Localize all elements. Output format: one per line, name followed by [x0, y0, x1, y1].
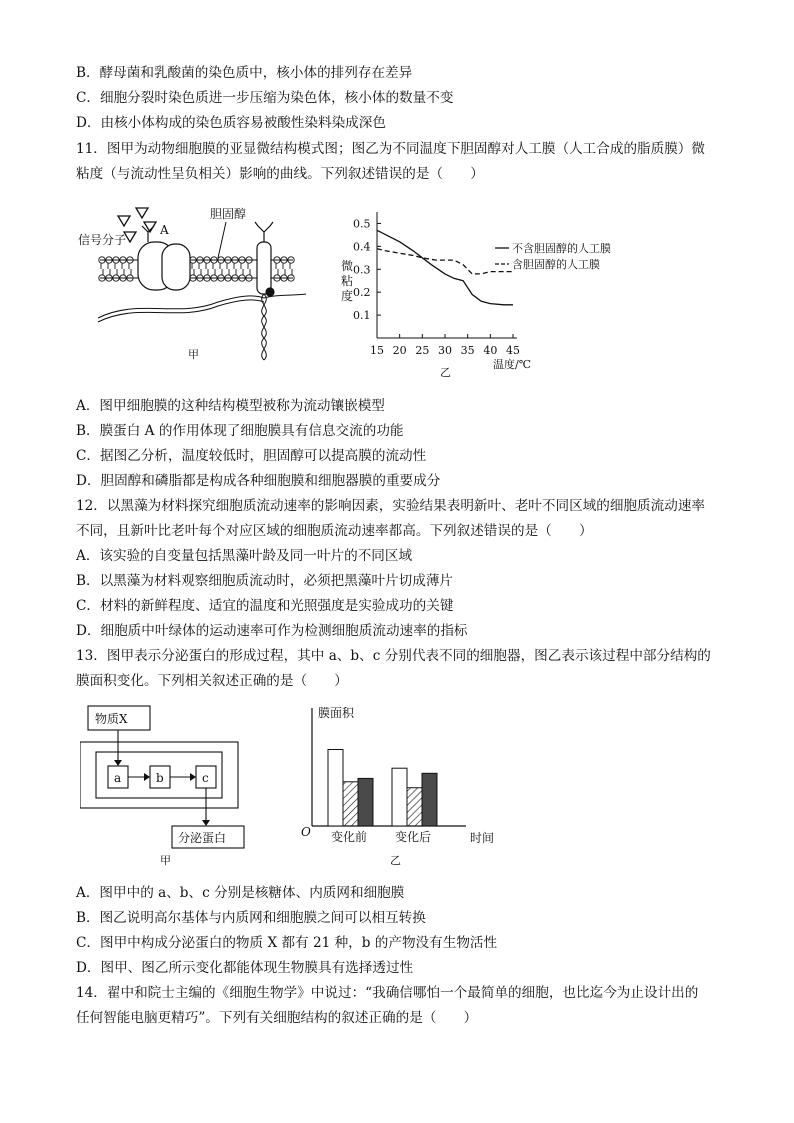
caption-jia: 甲 [188, 348, 199, 361]
q11-stem-line-1: 11．图甲为动物细胞膜的亚显微结构模式图；图乙为不同温度下胆固醇对人工膜（人工合成的脂质膜）微 [76, 141, 706, 157]
q13-option-d: D．图甲、图乙所示变化都能体现生物膜具有选择透过性 [76, 960, 414, 976]
q12-stem-line-1: 12．以黑藻为材料探究细胞质流动速率的影响因素，实验结果表明新叶、老叶不同区域的细胞质流动速率 [76, 498, 706, 514]
q13-option-a: A．图甲中的 a、b、c 分别是核糖体、内质网和细胞膜 [76, 885, 405, 901]
q14-stem-line-2: 任何智能电脑更精巧”。下列有关细胞结构的叙述正确的是（ ） [76, 1010, 478, 1026]
q12-stem-line-2: 不同，且新叶比老叶每个对应区域的细胞质流动速率都高。下列叙述错误的是（ ） [76, 523, 593, 539]
xlabel-temperature: 温度/℃ [493, 358, 532, 371]
membrane-diagram [78, 198, 308, 368]
bar-变化后-2 [422, 773, 437, 826]
origin-label: O [301, 825, 311, 839]
label-cholesterol: 胆固醇 [210, 207, 247, 221]
q10-option-b: B．酵母菌和乳酸菌的染色质中，核小体的排列存在差异 [76, 65, 413, 81]
x-tick-label: 20 [392, 344, 407, 357]
label-b: b [156, 771, 164, 785]
y-tick-label: 0.5 [353, 217, 371, 231]
q12-option-b: B．以黑藻为材料观察细胞质流动时，必须把黑藻叶片切成薄片 [76, 573, 454, 589]
label-signal-molecule: 信号分子 [78, 233, 127, 247]
q11-option-d: D．胆固醇和磷脂都是构成各种细胞膜和细胞器膜的重要成分 [76, 473, 441, 489]
legend-label-1: 含胆固醇的人工膜 [512, 258, 600, 271]
ylabel-membrane-area: 膜面积 [318, 706, 355, 720]
x-tick-label: 45 [506, 344, 520, 357]
y-tick-label: 0.1 [353, 309, 371, 323]
x-tick-label: 35 [460, 344, 475, 357]
q10-option-d: D．由核小体构成的染色质容易被酸性染料染成深色 [76, 115, 386, 131]
label-protein-a: A [160, 223, 169, 237]
q11-option-b: B．膜蛋白 A 的作用体现了细胞膜具有信息交流的功能 [76, 423, 404, 439]
q12-option-d: D．细胞质中叶绿体的运动速率可作为检测细胞质流动速率的指标 [76, 623, 468, 639]
bar-变化后-0 [392, 768, 407, 826]
membrane-area-chart [298, 702, 508, 867]
category-label: 变化前 [331, 830, 368, 844]
x-tick-label: 25 [415, 344, 430, 357]
xlabel-time: 时间 [470, 831, 495, 845]
caption-jia-2: 甲 [160, 854, 171, 867]
caption-yi: 乙 [440, 366, 451, 378]
q10-option-c: C．细胞分裂时染色质进一步压缩为染色体，核小体的数量不变 [76, 90, 454, 106]
label-secreted-protein: 分泌蛋白 [178, 831, 227, 845]
q13-stem-line-2: 膜面积变化。下列相关叙述正确的是（ ） [76, 673, 348, 689]
cholesterol-pointer [218, 222, 226, 258]
q11-option-c: C．据图乙分析，温度较低时，胆固醇可以提高膜的流动性 [76, 448, 427, 464]
series-line-1 [377, 249, 513, 274]
bar-变化前-0 [328, 750, 343, 827]
q12-option-a: A．该实验的自变量包括黑藻叶龄及同一叶片的不同区域 [76, 548, 413, 564]
caption-yi-2: 乙 [390, 854, 401, 867]
transmembrane-protein [255, 222, 274, 296]
q13-option-c: C．图甲中构成分泌蛋白的物质 X 都有 21 种，b 的产物没有生物活性 [76, 935, 498, 951]
q12-option-c: C．材料的新鲜程度、适宜的温度和光照强度是实验成功的关键 [76, 598, 454, 614]
legend-label-0: 不含胆固醇的人工膜 [512, 242, 611, 255]
secretion-flow-diagram [80, 702, 260, 867]
cytoskeleton-chain [98, 294, 306, 360]
x-tick-label: 30 [438, 344, 452, 357]
viscosity-chart [335, 200, 625, 378]
q11-option-a: A．图甲细胞膜的这种结构模型被称为流动镶嵌模型 [76, 398, 385, 414]
y-tick-label: 0.3 [353, 263, 371, 277]
q11-stem-line-2: 粘度（与流动性呈负相关）影响的曲线。下列叙述错误的是（ ） [76, 166, 484, 182]
x-tick-label: 15 [370, 344, 384, 357]
bar-变化前-1 [343, 782, 358, 826]
bar-变化后-1 [407, 788, 422, 826]
x-tick-label: 40 [483, 344, 498, 357]
y-tick-label: 0.2 [353, 286, 371, 300]
ylabel-viscosity: 微粘度 [341, 259, 354, 303]
series-line-0 [377, 230, 513, 304]
category-label: 变化后 [395, 830, 432, 844]
label-substance-x: 物质X [95, 712, 128, 726]
q13-stem-line-1: 13．图甲表示分泌蛋白的形成过程，其中 a、b、c 分别代表不同的细胞器，图乙表示该过程中部分结构的 [76, 648, 711, 664]
bar-变化前-2 [358, 778, 373, 826]
q13-option-b: B．图乙说明高尔基体与内质网和细胞膜之间可以相互转换 [76, 910, 426, 926]
q14-stem-line-1: 14．翟中和院士主编的《细胞生物学》中说过：“我确信哪怕一个最简单的细胞，也比迄今为止设计出的 [76, 985, 699, 1001]
y-tick-label: 0.4 [353, 240, 371, 254]
label-c: c [202, 771, 209, 785]
label-a: a [114, 771, 122, 785]
